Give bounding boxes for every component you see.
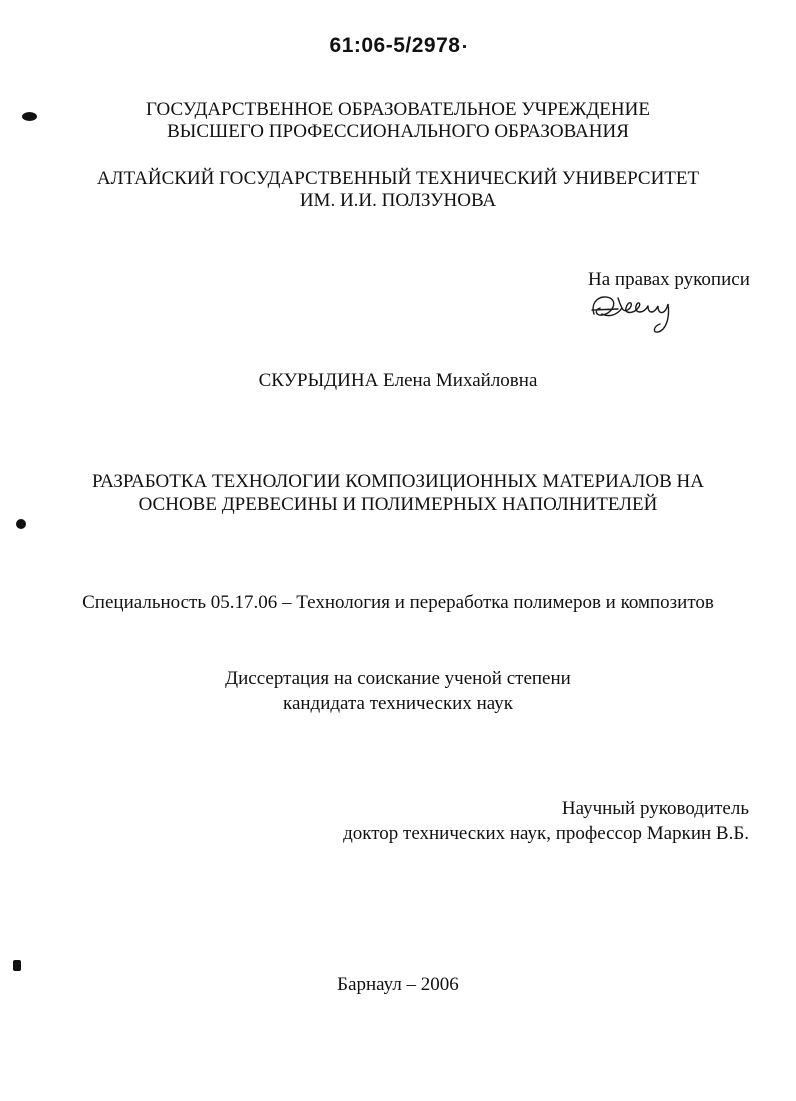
stamp-dot — [463, 45, 466, 48]
scan-mark-middle — [16, 519, 26, 529]
dissertation-title-line-1: РАЗРАБОТКА ТЕХНОЛОГИИ КОМПОЗИЦИОННЫХ МАТЕРИАЛОВ НА — [91, 471, 704, 492]
institution-line-1: ГОСУДАРСТВЕННОЕ ОБРАЗОВАТЕЛЬНОЕ УЧРЕЖДЕНИЕ — [146, 99, 650, 120]
dissertation-title-line-2: ОСНОВЕ ДРЕВЕСИНЫ И ПОЛИМЕРНЫХ НАПОЛНИТЕЛЕЙ — [138, 494, 658, 515]
archive-stamp — [0, 34, 796, 58]
city-year: Барнаул – 2006 — [337, 974, 459, 995]
scan-mark-bottom — [13, 960, 21, 971]
supervisor-label: Научный руководитель — [561, 798, 749, 819]
degree-line-1: Диссертация на соискание ученой степени — [225, 668, 571, 689]
university-line-2: ИМ. И.И. ПОЛЗУНОВА — [299, 190, 497, 211]
author-name: СКУРЫДИНА Елена Михайловна — [258, 370, 538, 391]
archive-code: 61:06-5/2978 — [329, 34, 461, 57]
supervisor-name: доктор технических наук, профессор Маркин В.Б. — [343, 823, 749, 844]
institution-line-2: ВЫСШЕГО ПРОФЕССИОНАЛЬНОГО ОБРАЗОВАНИЯ — [167, 121, 629, 142]
manuscript-note: На правах рукописи — [588, 269, 750, 290]
signature — [588, 284, 688, 336]
degree-line-2: кандидата технических наук — [283, 693, 513, 714]
university-line-1: АЛТАЙСКИЙ ГОСУДАРСТВЕННЫЙ ТЕХНИЧЕСКИЙ УНИВЕРСИТЕТ — [96, 168, 700, 189]
specialty: Специальность 05.17.06 – Технология и переработка полимеров и композитов — [82, 592, 714, 613]
